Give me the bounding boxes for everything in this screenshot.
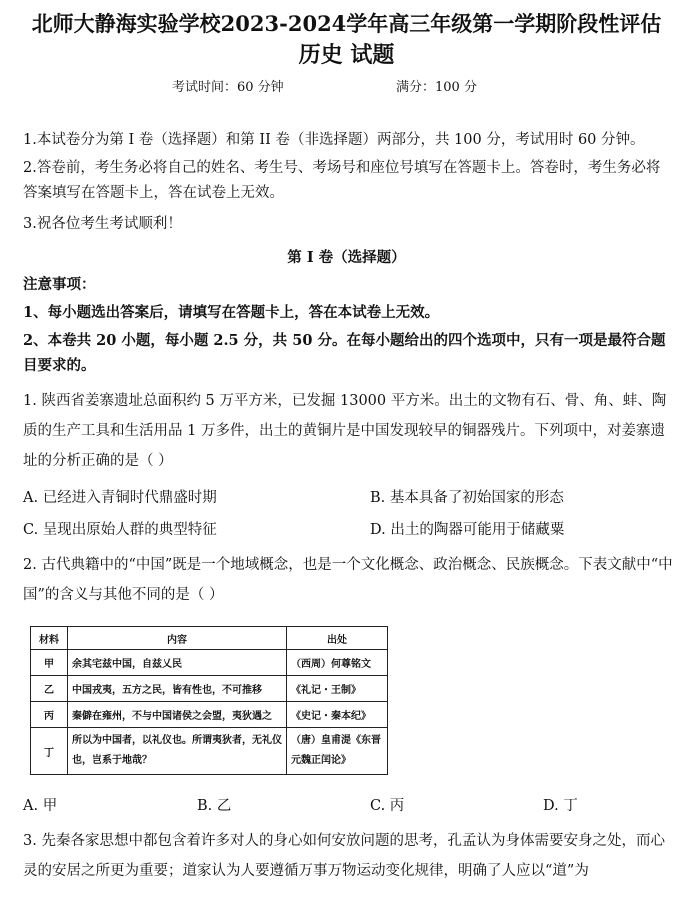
table-row [31, 650, 388, 676]
q2-option-b: B. 乙 [197, 798, 232, 814]
table-cell: 丁 [31, 728, 68, 775]
notice-label: 注意事项： [23, 276, 96, 293]
q1-option-a: A. 已经进入青铜时代鼎盛时期 [23, 490, 217, 506]
table-row [31, 702, 388, 728]
source-table [30, 626, 388, 775]
table-header: 出处 [287, 627, 388, 650]
instruction-3: 3.祝各位考生考试顺利！ [23, 216, 182, 232]
table-cell: 秦僻在雍州，不与中国诸侯之会盟，夷狄遇之 [68, 702, 287, 728]
instruction-1: 1.本试卷分为第 I 卷（选择题）和第 II 卷（非选择题）两部分，共 100 分，考试用时 60 分钟。 [23, 132, 645, 148]
notice-2: 2、本卷共 20 小题，每小题 2.5 分，共 50 分。在每小题给出的四个选项中，只有一项是最符合题目要求的。 [23, 332, 666, 374]
question-2-stem: 2. 古代典籍中的“中国”既是一个地域概念，也是一个文化概念、政治概念、民族概念。下表文献中“中国”的含义与其他不同的是（ ） [23, 557, 673, 603]
table-cell: （唐）皇甫湜《东晋元魏正闰论》 [287, 728, 388, 775]
table-cell: 所以为中国者，以礼仪也。所谓夷狄者，无礼仪也，岂系于地哉？ [68, 728, 287, 775]
notice-1: 1、每小题选出答案后，请填写在答题卡上，答在本试卷上无效。 [23, 304, 440, 321]
section-title: 第 I 卷（选择题） [287, 249, 406, 266]
table-cell: 《礼记・王制》 [287, 676, 388, 702]
q2-option-a: A. 甲 [23, 798, 58, 814]
q1-option-b: B. 基本具备了初始国家的形态 [370, 490, 564, 506]
table-row [31, 676, 388, 702]
exam-score: 满分：100 分 [396, 80, 477, 95]
question-1-stem: 1. 陕西省姜寨遗址总面积约 5 万平方米，已发掘 13000 平方米。出土的文物有石、骨、角、蚌、陶质的生产工具和生活用品 1 万多件，出土的黄铜片是中国发现较早的铜器残片。下列项中，对姜寨遗址的分析正确的是（ ） [23, 393, 667, 469]
q1-option-d: D. 出土的陶器可能用于储藏粟 [370, 522, 565, 538]
table-header: 内容 [68, 627, 287, 650]
q2-option-c: C. 丙 [370, 798, 405, 814]
table-cell: （西周）何尊铭文 [287, 650, 388, 676]
table-cell: 甲 [31, 650, 68, 676]
table-header-row [31, 627, 388, 650]
exam-title: 北师大静海实验学校2023-2024学年高三年级第一学期阶段性评估 [31, 11, 662, 36]
table-cell: 余其宅兹中国，自兹乂民 [68, 650, 287, 676]
table-cell: 乙 [31, 676, 68, 702]
table-header: 材料 [31, 627, 68, 650]
table-cell: 《史记・秦本纪》 [287, 702, 388, 728]
table-cell: 中国戎夷，五方之民，皆有性也，不可推移 [68, 676, 287, 702]
table-row [31, 728, 388, 775]
q1-option-c: C. 呈现出原始人群的典型特征 [23, 522, 217, 538]
exam-time: 考试时间：60 分钟 [172, 80, 284, 95]
question-3-stem: 3. 先秦各家思想中都包含着许多对人的身心如何安放问题的思考，孔孟认为身体需要安身之处，而心灵的安居之所更为重要；道家认为人要遵循万事万物运动变化规律，明确了人应以“道”为 [23, 833, 665, 879]
q2-option-d: D. 丁 [543, 798, 578, 814]
table-cell: 丙 [31, 702, 68, 728]
instruction-2: 2.答卷前，考生务必将自己的姓名、考生号、考场号和座位号填写在答题卡上。答卷时，考生务必将答案填写在答题卡上，答在试卷上无效。 [23, 160, 661, 201]
exam-subtitle: 历史 试题 [298, 42, 395, 68]
